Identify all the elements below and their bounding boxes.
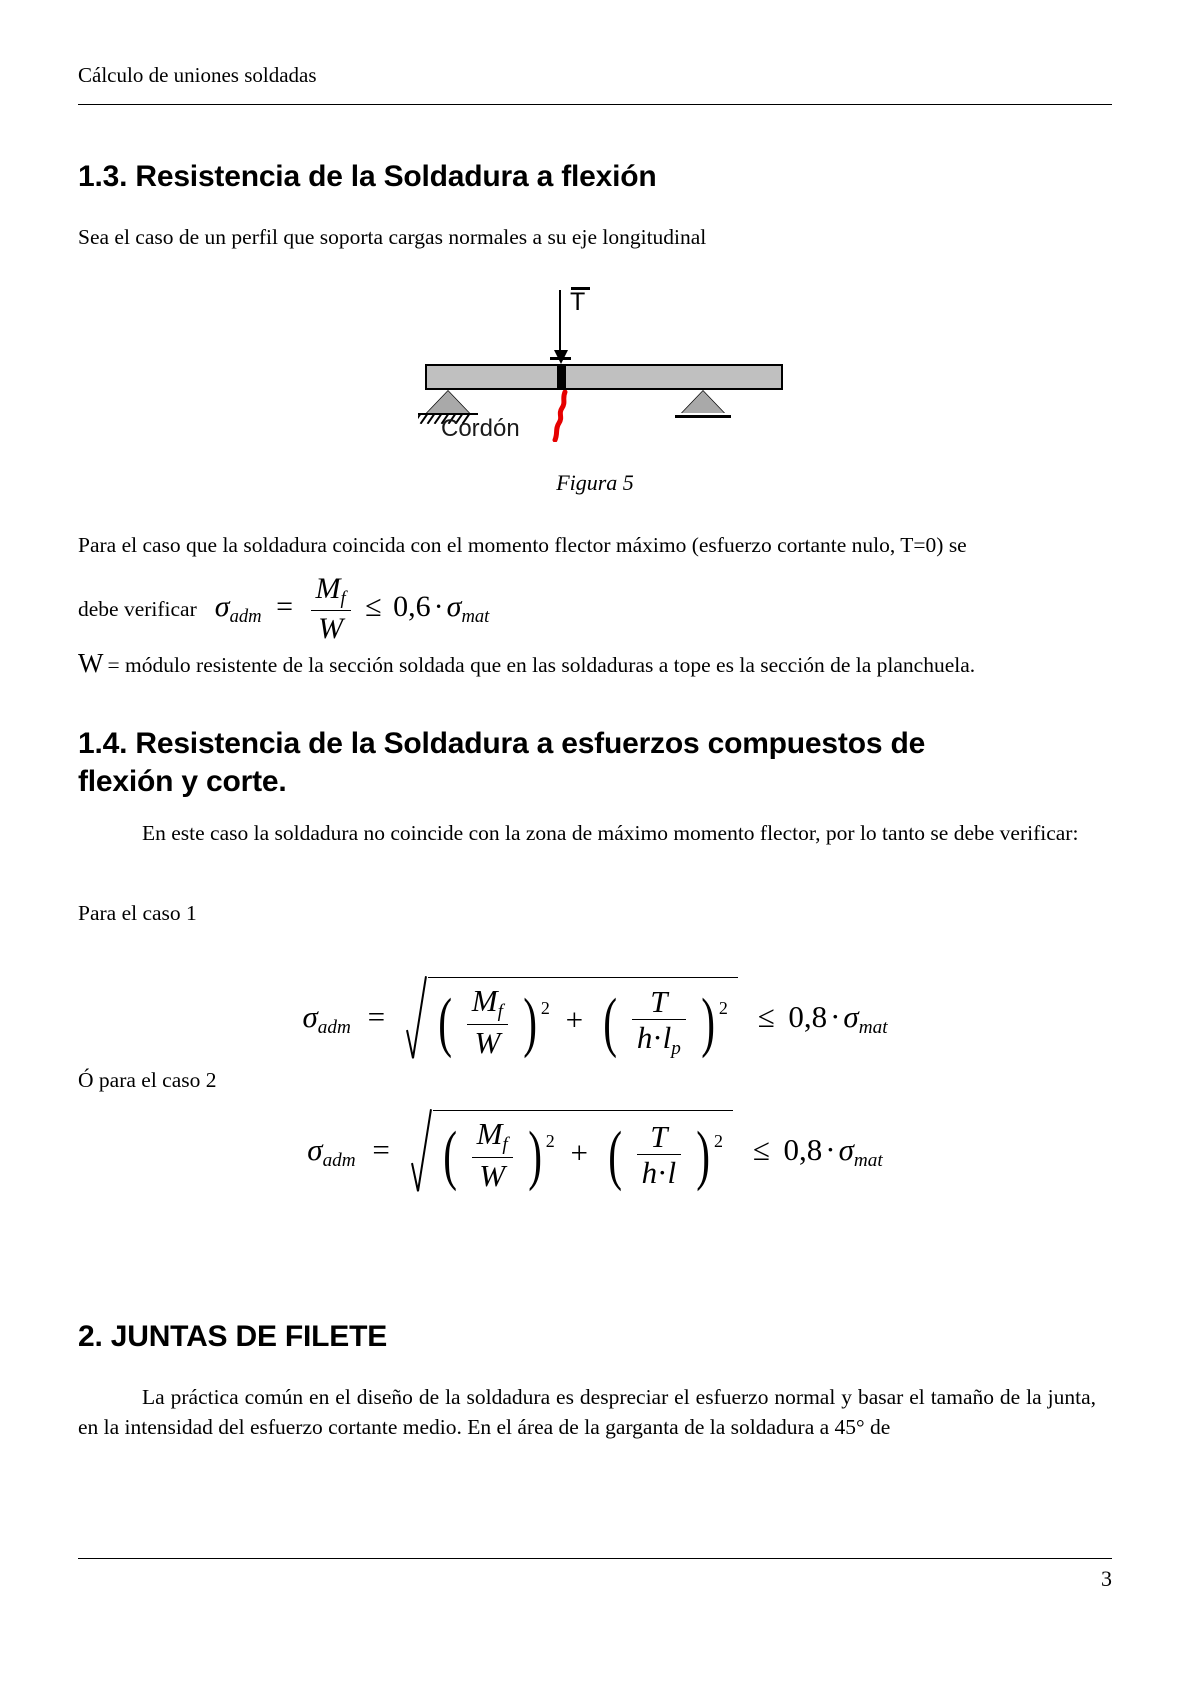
formula-1-num-M: M (315, 571, 341, 605)
formula-2-f2-den (632, 1020, 686, 1060)
formula-3-equals: = (372, 1132, 390, 1168)
running-header: Cálculo de uniones soldadas (78, 63, 317, 87)
weld-seam-mark (557, 364, 566, 390)
right-support-ground-line (675, 415, 731, 418)
formula-2-sqrt (402, 977, 738, 1063)
formula-1-rhs-sub: mat (461, 605, 490, 627)
formula-3-f2-num: T (637, 1120, 681, 1155)
section-1-3-after-figure-wrap (78, 530, 1112, 560)
formula-3-f2-dot: · (657, 1155, 668, 1191)
formula-3-exponent-2: 2 (714, 1131, 724, 1152)
weld-leader-squiggle (548, 390, 578, 442)
formula-2-sigma: σ (302, 999, 318, 1035)
formula-1-rhs-sigma: σ (446, 589, 462, 623)
load-arrow-head-icon (554, 350, 568, 364)
formula-2-sigma-sub: adm (317, 1017, 351, 1039)
formula-3-fraction-2 (637, 1120, 681, 1191)
formula-2-f2-num: T (632, 985, 686, 1020)
formula-1-coefficient: 0,6 (393, 589, 431, 623)
section-1-4-heading-line1: 1.4. Resistencia de la Soldadura a esfuerzos compuestos de (78, 727, 926, 760)
formula-3 (307, 1110, 882, 1196)
section-1-4-para1-wrap (78, 818, 1096, 848)
formula-3-row (78, 1098, 1112, 1208)
section-2-heading-wrap (78, 1318, 1078, 1356)
section-2-para1: La práctica común en el diseño de la soldadura es despreciar el esfuerzo normal y basar el tamaño de la junta, en la intensidad del esfuerzo cortante medio. En el área de la garganta de la soldadura a 45° de (78, 1385, 1096, 1439)
formula-3-rhs-sub: mat (853, 1150, 883, 1172)
figure-5-beam-diagram (380, 278, 810, 453)
formula-3-rhs-sigma: σ (838, 1132, 854, 1168)
section-1-4-heading-line2: flexión y corte. (78, 765, 287, 798)
section-1-4-heading-wrap (78, 725, 1078, 801)
formula-2-fraction-1 (467, 984, 508, 1061)
page-number: 3 (1101, 1566, 1112, 1591)
formula-3-sigma: σ (307, 1132, 323, 1168)
formula-2-exponent-2: 2 (718, 998, 728, 1019)
header-rule (78, 104, 1112, 105)
case-2-label: Ó para el caso 2 (78, 1068, 217, 1092)
formula-1-relation: ≤ (365, 589, 382, 623)
formula-2-f1-M: M (471, 983, 498, 1019)
formula-3-exponent-1: 2 (545, 1131, 555, 1152)
formula-1 (215, 573, 490, 646)
formula-2-row (78, 965, 1112, 1075)
w-symbol: W (78, 648, 104, 678)
formula-2-rhs-sub: mat (858, 1017, 888, 1039)
formula-2-f1-num (467, 984, 508, 1025)
load-label: T (570, 288, 586, 316)
radical-sign-icon-2 (411, 1108, 433, 1194)
section-1-4-para1: En este caso la soldadura no coincide con la zona de máximo momento flector, por lo tanto se debe verificar: (142, 821, 1079, 845)
section-1-3-intro: Sea el caso de un perfil que soporta cargas normales a su eje longitudinal (78, 225, 707, 249)
formula-3-f2-den (637, 1155, 681, 1191)
formula-3-f1-den: W (479, 1158, 506, 1194)
formula-3-f1-num (472, 1117, 513, 1158)
formula-2 (302, 977, 887, 1063)
formula-2-paren-open-1: ( (438, 985, 452, 1059)
formula-3-paren-close-2: ) (696, 1118, 710, 1192)
left-support-triangle-icon (427, 391, 469, 413)
section-1-3-intro-wrap (78, 222, 1112, 252)
formula-2-f2-dot: · (652, 1020, 663, 1056)
formula-3-radicand (433, 1110, 733, 1196)
formula-2-f1-den: W (474, 1025, 501, 1061)
case-1-label: Para el caso 1 (78, 901, 197, 925)
formula-1-numerator (311, 573, 351, 611)
formula-1-fraction (311, 573, 351, 646)
case-2-label-wrap (78, 1065, 678, 1095)
beam-body (425, 364, 783, 390)
w-definition-text: = módulo resistente de la sección soldada que en las soldaduras a tope es la sección de la planchuela. (107, 653, 976, 677)
radical-sign-icon (406, 975, 428, 1061)
formula-2-fraction-2 (632, 985, 686, 1060)
formula-1-equals: = (276, 589, 294, 623)
formula-3-f2-l: l (667, 1155, 677, 1191)
formula-3-paren-close-1: ) (527, 1118, 542, 1192)
formula-1-num-sub: f (340, 587, 346, 609)
formula-2-radicand (428, 977, 738, 1063)
formula-2-paren-close-1: ) (522, 985, 537, 1059)
formula-2-equals: = (367, 999, 386, 1035)
formula-2-f2-h: h (636, 1020, 653, 1056)
formula-3-coefficient: 0,8 (783, 1132, 823, 1168)
formula-2-relation: ≤ (757, 999, 775, 1035)
formula-3-relation: ≤ (752, 1132, 770, 1168)
formula-2-dot: · (830, 999, 841, 1035)
formula-3-paren-open-1: ( (442, 1118, 457, 1192)
formula-1-denominator: W (318, 611, 344, 645)
formula-2-paren-open-2: ( (603, 985, 617, 1059)
section-1-3-heading: 1.3. Resistencia de la Soldadura a flexión (78, 160, 657, 193)
section-2-heading: 2. JUNTAS DE FILETE (78, 1320, 388, 1353)
formula-3-plus: + (570, 1134, 588, 1170)
formula-1-dot: · (433, 589, 444, 623)
formula-1-sigma: σ (214, 589, 230, 623)
weld-label: Cordón (441, 415, 520, 442)
formula-1-row (78, 571, 1112, 645)
formula-2-f1-sub: f (497, 1001, 503, 1023)
formula-3-sigma-sub: adm (322, 1150, 356, 1172)
w-definition-row (78, 648, 1112, 679)
footer-rule (78, 1558, 1112, 1559)
formula-2-plus: + (565, 1001, 584, 1037)
section-1-3-heading-wrap (78, 158, 1112, 196)
formula-3-f2-h: h (641, 1155, 658, 1191)
formula-2-f2-l-sub: p (671, 1038, 681, 1060)
section-1-3-after-figure: Para el caso que la soldadura coincida con el momento flector máximo (esfuerzo cortante nulo, T=0) se (78, 533, 967, 557)
section-2-para1-wrap (78, 1382, 1096, 1442)
formula-2-f2-l: l (662, 1020, 672, 1056)
formula-3-fraction-1 (472, 1117, 513, 1194)
formula-2-exponent-1: 2 (540, 998, 550, 1019)
formula-1-sigma-sub: adm (229, 605, 262, 627)
verify-lead-text: debe verificar (78, 596, 197, 621)
figure-5-caption: Figura 5 (556, 470, 634, 495)
formula-3-f1-sub: f (502, 1134, 508, 1156)
formula-3-sqrt (407, 1110, 733, 1196)
load-arrow-shaft (559, 290, 561, 356)
right-support-triangle-icon (682, 391, 724, 413)
formula-3-paren-open-2: ( (607, 1118, 622, 1192)
formula-3-dot: · (825, 1132, 836, 1168)
formula-2-rhs-sigma: σ (843, 999, 859, 1035)
formula-2-paren-close-2: ) (700, 985, 715, 1059)
case-1-label-wrap (78, 898, 678, 928)
formula-2-coefficient: 0,8 (788, 999, 828, 1035)
formula-3-f1-M: M (476, 1116, 503, 1152)
